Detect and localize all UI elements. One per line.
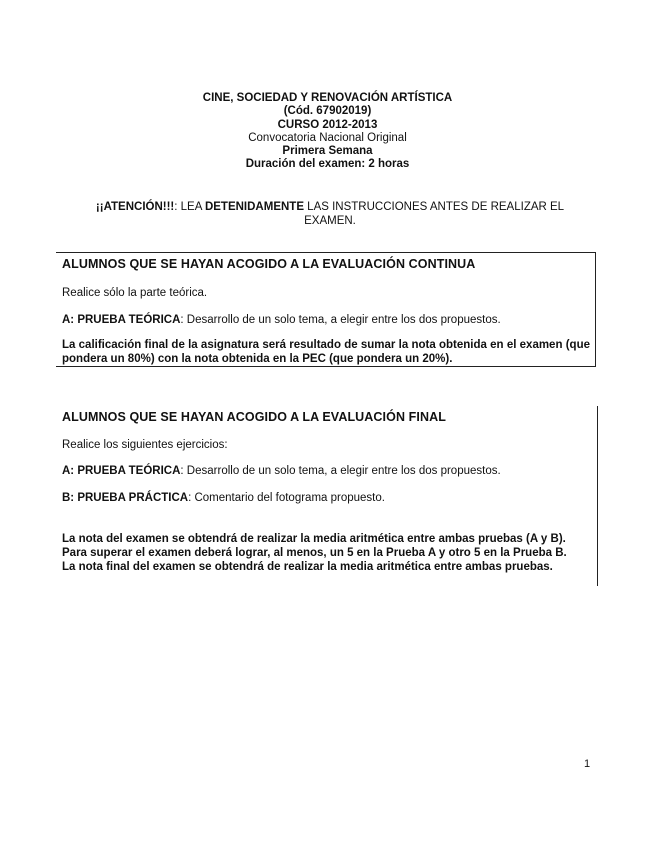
final-item-a [62,464,501,478]
warning-emphasis: DETENIDAMENTE [204,201,304,213]
continua-item-a [62,313,501,327]
continua-intro: Realice sólo la parte teórica. [62,287,208,299]
continua-grading: La calificación final de la asignatura será resultado de sumar la nota obtenida en el examen (que pondera un 80%) con la nota obtenida en la PEC (que pondera un 20%). [62,339,590,365]
course-title: CINE, SOCIEDAD Y RENOVACIÓN ARTÍSTICA [202,92,453,104]
course-year: CURSO 2012-2013 [277,118,378,131]
exam-week: Primera Semana [282,145,373,158]
warning-middle: : LEA [174,201,205,213]
final-note-1: La nota del examen se obtendrá de realizar la media aritmética entre ambas pruebas (A y B). [62,533,566,545]
exam-convocatoria: Convocatoria Nacional Original [248,131,407,144]
final-item-b [62,491,385,505]
continua-item-a-text: : Desarrollo de un solo tema, a elegir entre los dos propuestos. [180,314,501,326]
continua-section-title: ALUMNOS QUE SE HAYAN ACOGIDO A LA EVALUACIÓN CONTINUA [62,257,476,271]
final-intro: Realice los siguientes ejercicios: [62,439,228,451]
final-note-3: La nota final del examen se obtendrá de realizar la media aritmética entre ambas pruebas. [62,561,553,573]
course-code: (Cód. 67902019) [283,105,372,118]
final-item-b-label: B: PRUEBA PRÁCTICA [62,492,189,504]
warning-prefix: ¡¡ATENCIÓN!!! [95,201,175,213]
continua-item-a-label: A: PRUEBA TEÓRICA [62,314,181,326]
attention-warning [70,200,590,228]
warning-rest: LAS INSTRUCCIONES ANTES DE REALIZAR EL EXAMEN. [303,201,565,227]
final-note-2: Para superar el examen deberá lograr, al menos, un 5 en la Prueba A y otro 5 en la Prueba B. [62,547,567,559]
exam-header [0,92,655,172]
final-item-a-text: : Desarrollo de un solo tema, a elegir entre los dos propuestos. [180,465,501,477]
final-section-title: ALUMNOS QUE SE HAYAN ACOGIDO A LA EVALUACIÓN FINAL [62,410,446,424]
page-number: 1 [584,758,591,770]
exam-duration: Duración del examen: 2 horas [245,158,410,171]
final-item-b-text: : Comentario del fotograma propuesto. [188,492,385,504]
final-item-a-label: A: PRUEBA TEÓRICA [62,465,181,477]
